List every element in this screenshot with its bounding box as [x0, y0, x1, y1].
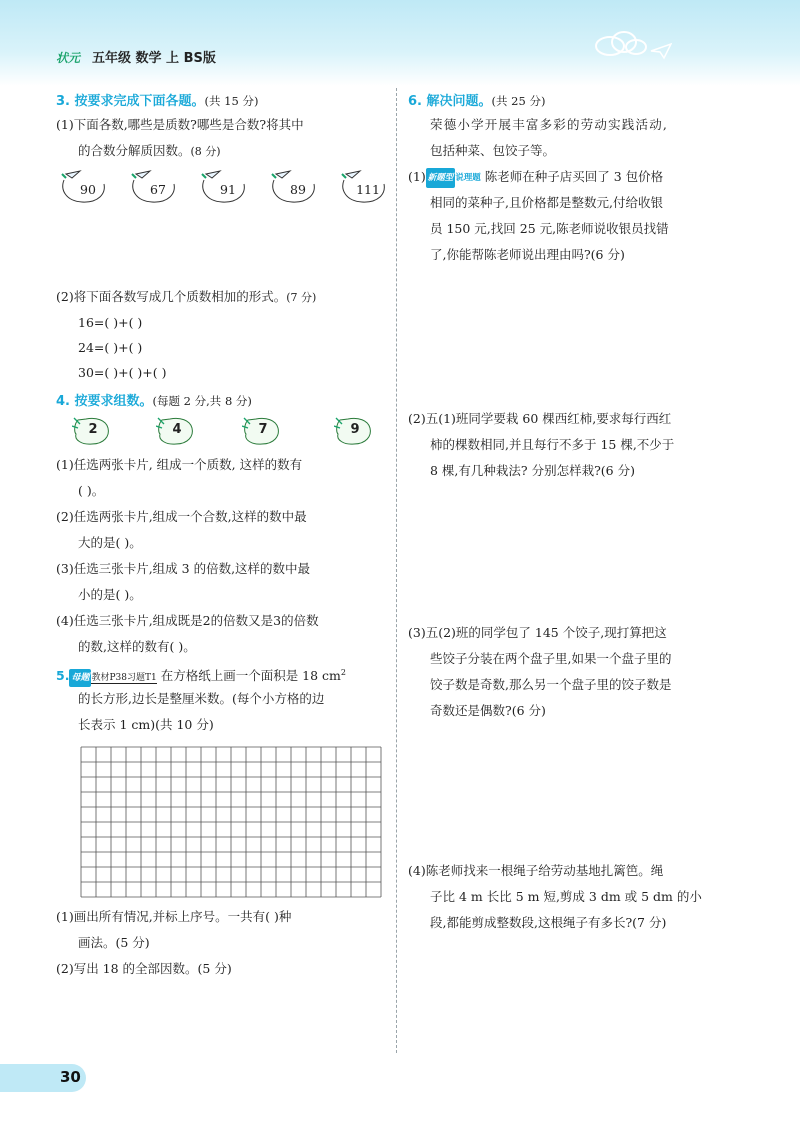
- q6-p4-line2: 子比 4 m 长比 5 m 短,剪成 3 dm 或 5 dm 的小: [430, 889, 702, 904]
- number-value: 89: [290, 182, 306, 197]
- grid-paper[interactable]: [80, 746, 382, 898]
- number-card-111: [338, 170, 390, 204]
- q5-s2-line: (2)写出 18 的全部因数。(5 分): [56, 961, 232, 976]
- number-card-90: [58, 170, 110, 204]
- q5-s1-line1: (1)画出所有情况,并标上序号。一共有( )种: [56, 909, 292, 924]
- q6-intro1: 荣德小学开展丰富多彩的劳动实践活动,: [430, 117, 669, 132]
- brand-logo: 状元: [56, 51, 81, 65]
- page-number: 30: [60, 1068, 81, 1086]
- q6-p4-line3: 段,都能剪成整数段,这根绳子有多长?(7 分): [430, 915, 667, 930]
- q6-p1-line2: 相同的菜种子,且价格都是整数元,付给收银: [430, 195, 663, 210]
- mother-question-tag: 母题: [69, 669, 91, 687]
- number-value: 67: [150, 182, 166, 197]
- book-title: 五年级 数学 上 BS版: [92, 51, 216, 66]
- number-value: 90: [80, 182, 96, 197]
- header-band: [0, 0, 800, 86]
- digit-card-2: [72, 416, 112, 446]
- q5-line2: 的长方形,边长是整厘米数。(每个小方格的边: [78, 691, 325, 706]
- digit-card-7: [242, 416, 282, 446]
- number-value: 111: [356, 182, 380, 197]
- q4-s4-line2: 的数,这样的数有( )。: [78, 639, 196, 654]
- paper-plane-icon: [650, 42, 672, 60]
- reasoning-tag: 说理题: [455, 173, 481, 183]
- digit-value: 2: [88, 422, 98, 437]
- q3-eq2: 24=( )+( ): [78, 340, 143, 355]
- q6-intro2: 包括种菜、包饺子等。: [430, 143, 556, 158]
- q5-line1: 5. 母题 教材P38习题T1 在方格纸上画一个面积是 18 $cm^2$: [56, 664, 346, 687]
- q4-title: 4. 按要求组数。(每题 2 分,共 8 分): [56, 394, 252, 409]
- cloud-icon: [590, 28, 650, 58]
- q4-s1-line1: (1)任选两张卡片, 组成一个质数, 这样的数有: [56, 457, 303, 472]
- q4-s3-line2: 小的是( )。: [78, 587, 142, 602]
- number-card-89: [268, 170, 320, 204]
- q6-p2-line1: (2)五(1)班同学要栽 60 棵西红柿,要求每行西红: [408, 411, 672, 426]
- number-value: 91: [220, 182, 236, 197]
- q3-p1-line1: (1)下面各数,哪些是质数?哪些是合数?将其中: [56, 117, 304, 132]
- digit-value: 9: [350, 422, 360, 437]
- number-card-67: [128, 170, 180, 204]
- number-card-91: [198, 170, 250, 204]
- q4-s3-line1: (3)任选三张卡片,组成 3 的倍数,这样的数中最: [56, 561, 311, 576]
- q3-p2-line: (2)将下面各数写成几个质数相加的形式。(7 分): [56, 289, 317, 304]
- q3-eq3: 30=( )+( )+( ): [78, 365, 167, 380]
- digit-card-4: [156, 416, 196, 446]
- column-divider: [396, 88, 397, 1053]
- q3-title: 3. 按要求完成下面各题。(共 15 分): [56, 94, 259, 109]
- q6-p3-line3: 饺子数是奇数,那么另一个盘子里的饺子数是: [430, 677, 672, 692]
- digit-value: 7: [258, 422, 268, 437]
- q6-p3-line1: (3)五(2)班的同学包了 145 个饺子,现打算把这: [408, 625, 667, 640]
- q4-s2-line2: 大的是( )。: [78, 535, 142, 550]
- q6-p1-line4: 了,你能帮陈老师说出理由吗?(6 分): [430, 247, 625, 262]
- q6-p2-line3: 8 棵,有几种栽法? 分别怎样栽?(6 分): [430, 463, 635, 478]
- q4-s2-line1: (2)任选两张卡片,组成一个合数,这样的数中最: [56, 509, 307, 524]
- q6-p3-line4: 奇数还是偶数?(6 分): [430, 703, 546, 718]
- q4-s4-line1: (4)任选三张卡片,组成既是2的倍数又是3的倍数: [56, 613, 319, 628]
- textbook-ref: 教材P38习题T1: [91, 673, 157, 684]
- q3-eq1: 16=( )+( ): [78, 315, 143, 330]
- digit-value: 4: [172, 422, 182, 437]
- q6-title: 6. 解决问题。(共 25 分): [408, 94, 546, 109]
- q4-s1-line2: ( )。: [78, 483, 105, 498]
- new-type-tag: 新题型: [426, 168, 456, 188]
- q5-line3: 长表示 1 cm)(共 10 分): [78, 717, 214, 732]
- q5-s1-line2: 画法。(5 分): [78, 935, 150, 950]
- q6-p1-line1: (1) 新题型 说理题 陈老师在种子店买回了 3 包价格: [408, 168, 663, 188]
- q6-p4-line1: (4)陈老师找来一根绳子给劳动基地扎篱笆。绳: [408, 863, 664, 878]
- q6-p1-line3: 员 150 元,找回 25 元,陈老师说收银员找错: [430, 221, 669, 236]
- q3-p1-line2: 的合数分解质因数。(8 分): [78, 143, 221, 158]
- q6-p2-line2: 柿的棵数相同,并且每行不多于 15 棵,不少于: [430, 437, 675, 452]
- q6-p3-line2: 些饺子分装在两个盘子里,如果一个盘子里的: [430, 651, 672, 666]
- digit-card-9: [334, 416, 374, 446]
